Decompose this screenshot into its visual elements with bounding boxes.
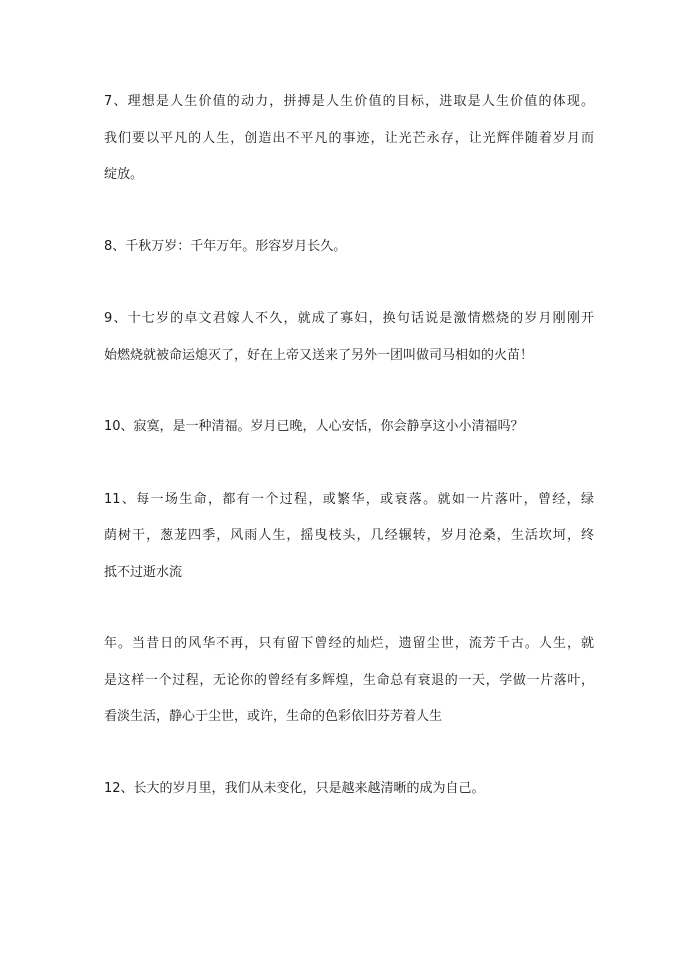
item-11-line-2: 荫树干，葱茏四季，风雨人生，摇曳枝头，几经辗转，岁月沧桑，生活坎坷，终 [104, 528, 594, 543]
item-7-line-3: 绽放。 [104, 167, 144, 182]
item-9-line-1: 9、十七岁的卓文君嫁人不久，就成了寡妇，换句话说是激情燃烧的岁月刚刚开 [104, 311, 594, 326]
item-11-line-1: 11、每一场生命，都有一个过程，或繁华，或衰落。就如一片落叶，曾经，绿 [104, 492, 594, 507]
item-11-line-6: 看淡生活，静心于尘世，或许，生命的色彩依旧芬芳着人生 [104, 709, 443, 724]
item-11-line-4: 年。当昔日的风华不再，只有留下曾经的灿烂，遗留尘世，流芳千古。人生，就 [104, 636, 594, 651]
item-11-line-5: 是这样一个过程，无论你的曾经有多辉煌，生命总有衰退的一天，学做一片落叶， [104, 673, 594, 688]
item-7-line-1: 7、理想是人生价值的动力，拼搏是人生价值的目标，进取是人生价值的体现。 [104, 94, 594, 109]
item-10-line-1: 10、寂寞，是一种清福。岁月已晚，人心安恬，你会静享这小小清福吗？ [104, 419, 524, 434]
item-9-line-2: 始燃烧就被命运熄灭了，好在上帝又送来了另外一团叫做司马相如的火苗！ [104, 348, 534, 363]
item-7-line-2: 我们要以平凡的人生，创造出不平凡的事迹，让光芒永存，让光辉伴随着岁月而 [104, 131, 594, 146]
item-11-line-3: 抵不过逝水流 [104, 565, 183, 580]
item-8-line-1: 8、千秋万岁：千年万年。形容岁月长久。 [104, 239, 347, 254]
item-12-line-1: 12、长大的岁月里，我们从未变化，只是越来越清晰的成为自己。 [104, 781, 485, 796]
